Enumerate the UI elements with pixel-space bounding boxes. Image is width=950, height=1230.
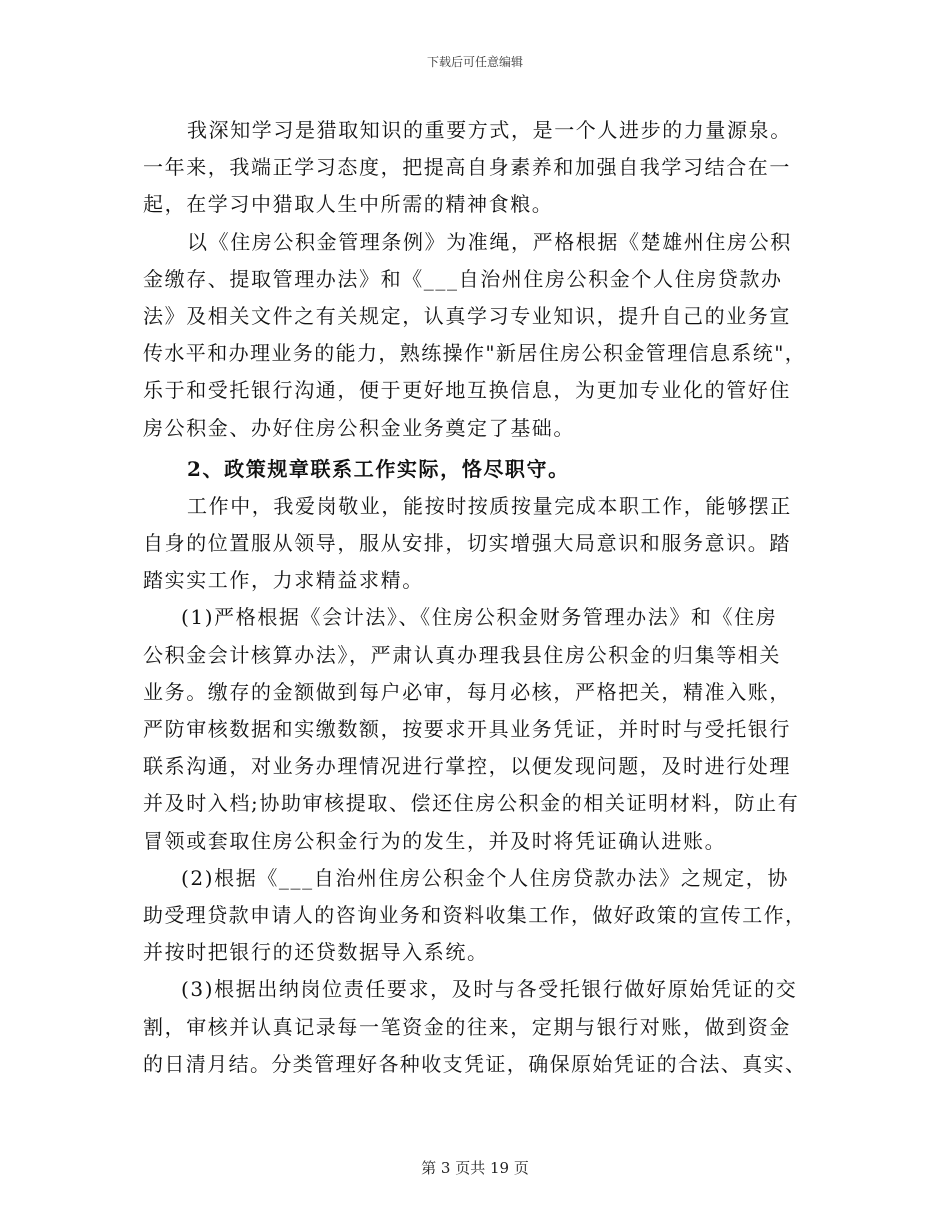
- page-header-note: 下载后可任意编辑: [426, 55, 523, 69]
- body-line: 助受理贷款申请人的咨询业务和资料收集工作，做好政策的宣传工作，: [143, 902, 807, 927]
- body-line: 的日清月结。分类管理好各种收支凭证，确保原始凭证的合法、真实、: [143, 1051, 807, 1076]
- body-line: 一年来，我端正学习态度，把提高自身素养和加强自我学习结合在一: [143, 155, 791, 180]
- body-line: 起，在学习中猎取人生中所需的精神食粮。: [143, 192, 554, 217]
- body-line: 自身的位置服从领导，服从安排，切实增强大局意识和服务意识。踏: [143, 531, 791, 556]
- body-line: (3)根据出纳岗位责任要求，及时与各受托银行做好原始凭证的交: [181, 977, 798, 1002]
- body-line: 乐于和受托银行沟通，便于更好地互换信息，为更加专业化的管好住: [143, 378, 791, 403]
- body-line: 严防审核数据和实缴数额，按要求开具业务凭证，并时时与受托银行: [143, 717, 791, 741]
- body-line: 割，审核并认真记录每一笔资金的往来，定期与银行对账，做到资金: [143, 1014, 791, 1039]
- body-line: 公积金会计核算办法》，严肃认真办理我县住房公积金的归集等相关: [143, 642, 781, 667]
- body-line: 传水平和办理业务的能力，熟练操作"新居住房公积金管理信息系统"，: [143, 341, 807, 366]
- body-line: 并及时入档;协助审核提取、偿还住房公积金的相关证明材料，防止有: [143, 791, 800, 816]
- body-line: 并按时把银行的还贷数据导入系统。: [143, 940, 489, 965]
- body-line: (1)严格根据《会计法》、《住房公积金财务管理办法》和《住房: [181, 605, 778, 630]
- body-line: 业务。缴存的金额做到每户必审，每月必核，严格把关，精准入账，: [143, 679, 791, 704]
- body-line: 金缴存、提取管理办法》和《___自治州住房公积金个人住房贷款办: [143, 266, 783, 291]
- body-line: 联系沟通，对业务办理情况进行掌控，以便发现问题，及时进行处理: [143, 754, 791, 779]
- body-line: 工作中，我爱岗敬业，能按时按质按量完成本职工作，能够摆正: [187, 493, 792, 518]
- body-line: 法》及相关文件之有关规定，认真学习专业知识，提升自己的业务宣: [143, 303, 791, 328]
- body-line: (2)根据《___自治州住房公积金个人住房贷款办法》之规定，协: [181, 865, 789, 890]
- body-line: 以《住房公积金管理条例》为准绳，严格根据《楚雄州住房公积: [187, 229, 792, 254]
- body-line: 踏实实工作，力求精益求精。: [143, 568, 424, 593]
- section-heading: 2、政策规章联系工作实际，恪尽职守。: [187, 456, 570, 481]
- body-line: 冒领或套取住房公积金行为的发生，并及时将凭证确认进账。: [143, 828, 727, 853]
- document-body: [143, 112, 810, 1083]
- body-line: 房公积金、办好住房公积金业务奠定了基础。: [143, 415, 575, 440]
- page-number: 第 3 页共 19 页: [421, 1159, 529, 1177]
- body-line: 我深知学习是猎取知识的重要方式，是一个人进步的力量源泉。: [187, 118, 792, 142]
